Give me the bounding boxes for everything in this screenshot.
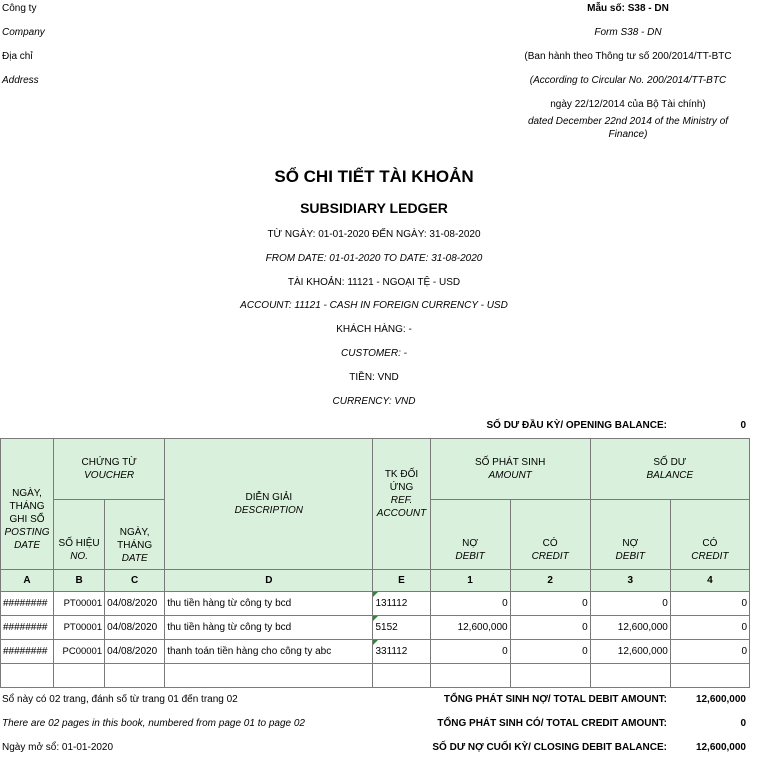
currency: TIỀN: VND	[349, 372, 399, 383]
total-credit-label: TỔNG PHÁT SINH CÓ/ TOTAL CREDIT AMOUNT:	[437, 718, 667, 729]
period: TỪ NGÀY: 01-01-2020 ĐẾN NGÀY: 31-08-2020	[267, 229, 481, 240]
issued-date-en-1: dated December 22nd 2014 of the Ministry of	[527, 116, 729, 127]
balance-debit-cell: 12,600,000	[590, 640, 670, 664]
code-d: D	[165, 570, 373, 592]
opening-balance-label: SỐ DƯ ĐẦU KỲ/ OPENING BALANCE:	[486, 420, 667, 431]
code-e: E	[373, 570, 430, 592]
code-b: B	[54, 570, 105, 592]
table-row-empty	[1, 664, 750, 688]
pages-note: Sổ này có 02 trang, đánh số từ trang 01 đến trang 02	[2, 694, 238, 705]
account-en: ACCOUNT: 11121 - CASH IN FOREIGN CURRENCY - USD	[240, 300, 508, 311]
ref-account-cell: 331112	[373, 640, 430, 664]
credit-header: CÓ CREDIT	[510, 500, 590, 570]
form-number-en: Form S38 - DN	[594, 27, 662, 38]
issued-by-en: (According to Circular No. 200/2014/TT-BTC	[529, 75, 727, 86]
debit-header: NỢ DEBIT	[430, 500, 510, 570]
credit-cell: 0	[510, 592, 590, 616]
voucher-no-cell: PT00001	[54, 616, 105, 640]
code-2: 2	[510, 570, 590, 592]
balance-debit-cell: 0	[590, 592, 670, 616]
pages-note-en: There are 02 pages in this book, numbered from page 01 to page 02	[2, 718, 305, 729]
description-cell: thu tiền hàng từ công ty bcd	[165, 592, 373, 616]
total-credit-value: 0	[740, 718, 746, 729]
credit-cell: 0	[510, 616, 590, 640]
code-4: 4	[670, 570, 749, 592]
currency-en: CURRENCY: VND	[332, 396, 416, 407]
ref-account-header: TK ĐỐI ỨNG REF. ACCOUNT	[373, 439, 430, 570]
table-row	[1, 640, 750, 664]
total-debit-value: 12,600,000	[695, 694, 746, 705]
voucher-no-header: SỐ HIỆU NO.	[54, 500, 105, 570]
address-label-en: Address	[2, 75, 39, 86]
voucher-date-cell: 04/08/2020	[105, 592, 165, 616]
description-header: DIỄN GIẢI DESCRIPTION	[165, 439, 373, 570]
code-1: 1	[430, 570, 510, 592]
page-title: SỔ CHI TIẾT TÀI KHOẢN	[274, 167, 474, 186]
voucher-date-cell: 04/08/2020	[105, 640, 165, 664]
posting-date-cell: ########	[1, 616, 54, 640]
debit-cell: 0	[430, 640, 510, 664]
total-debit-label: TỔNG PHÁT SINH NỢ/ TOTAL DEBIT AMOUNT:	[443, 694, 667, 705]
posting-date-header: NGÀY, THÁNG GHI SỔ POSTING DATE	[1, 439, 54, 570]
balance-credit-header: CÓ CREDIT	[670, 500, 749, 570]
balance-credit-cell: 0	[670, 592, 749, 616]
ref-account-cell: 131112	[373, 592, 430, 616]
balance-credit-cell: 0	[670, 640, 749, 664]
ledger-table	[0, 438, 750, 688]
debit-cell: 12,600,000	[430, 616, 510, 640]
description-cell: thanh toán tiền hàng cho công ty abc	[165, 640, 373, 664]
opening-balance-value: 0	[740, 420, 746, 431]
company-label: Công ty	[2, 3, 37, 14]
posting-date-cell: ########	[1, 640, 54, 664]
description-cell: thu tiền hàng từ công ty bcd	[165, 616, 373, 640]
page-subtitle: SUBSIDIARY LEDGER	[300, 200, 448, 216]
issued-date-en-2: Finance)	[608, 129, 648, 140]
voucher-date-header: NGÀY, THÁNG DATE	[105, 500, 165, 570]
period-en: FROM DATE: 01-01-2020 TO DATE: 31-08-2020	[265, 253, 483, 264]
amount-header: SỐ PHÁT SINH AMOUNT	[430, 439, 590, 500]
voucher-header: CHỨNG TỪ VOUCHER	[54, 439, 165, 500]
code-c: C	[105, 570, 165, 592]
table-row	[1, 592, 750, 616]
debit-cell: 0	[430, 592, 510, 616]
table-row	[1, 616, 750, 640]
balance-debit-header: NỢ DEBIT	[590, 500, 670, 570]
credit-cell: 0	[510, 640, 590, 664]
balance-debit-cell: 12,600,000	[590, 616, 670, 640]
customer-en: CUSTOMER: -	[341, 348, 407, 359]
code-a: A	[1, 570, 54, 592]
address-label: Địa chỉ	[2, 51, 33, 62]
customer: KHÁCH HÀNG: -	[336, 324, 412, 335]
closing-balance-label: SỐ DƯ NỢ CUỐI KỲ/ CLOSING DEBIT BALANCE:	[432, 742, 667, 753]
voucher-no-cell: PT00001	[54, 592, 105, 616]
company-label-en: Company	[2, 27, 45, 38]
issued-by: (Ban hành theo Thông tư số 200/2014/TT-BTC	[524, 51, 732, 62]
code-3: 3	[590, 570, 670, 592]
ref-account-cell: 5152	[373, 616, 430, 640]
open-date: Ngày mở sổ: 01-01-2020	[2, 742, 114, 753]
voucher-no-cell: PC00001	[54, 640, 105, 664]
closing-balance-value: 12,600,000	[695, 742, 746, 753]
account: TÀI KHOẢN: 11121 - NGOẠI TỆ - USD	[287, 277, 461, 288]
voucher-date-cell: 04/08/2020	[105, 616, 165, 640]
posting-date-cell: ########	[1, 592, 54, 616]
form-number: Mẫu số: S38 - DN	[587, 3, 669, 14]
balance-credit-cell: 0	[670, 616, 749, 640]
balance-header: SỐ DƯ BALANCE	[590, 439, 749, 500]
issued-date: ngày 22/12/2014 của Bộ Tài chính)	[550, 99, 706, 110]
